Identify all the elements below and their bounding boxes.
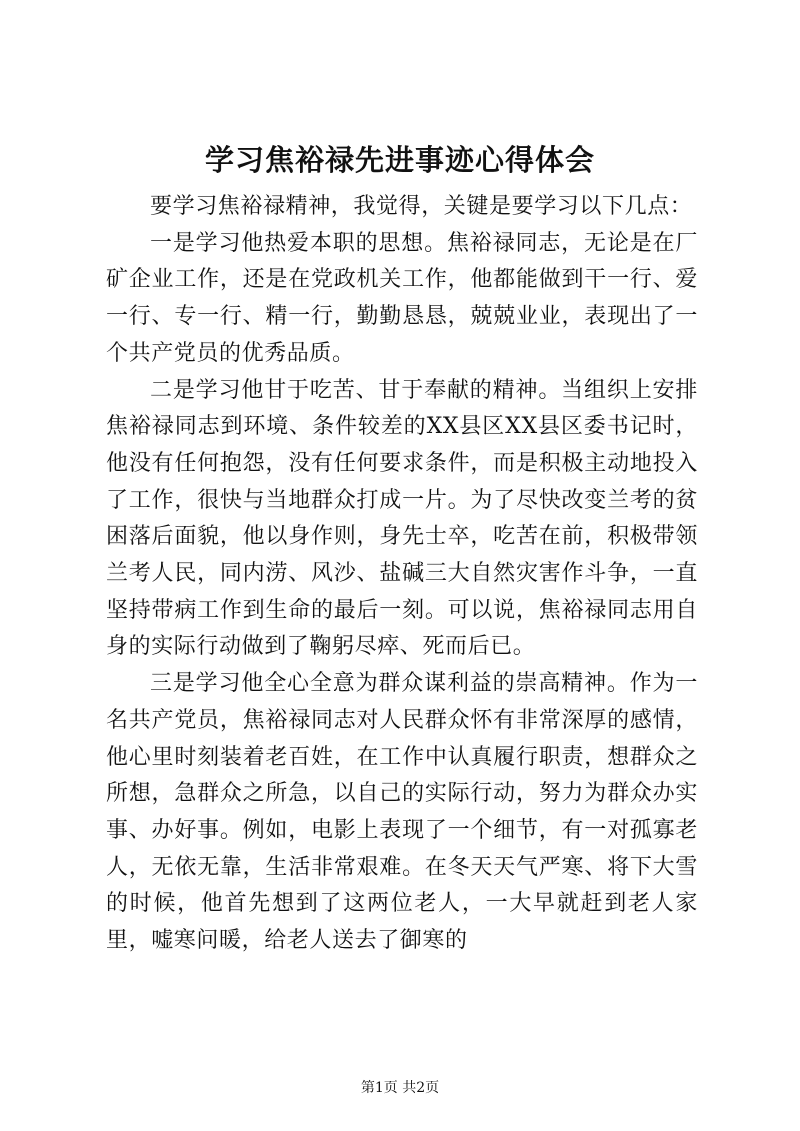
paragraph-point-one: 一是学习他热爱本职的思想。焦裕禄同志，无论是在厂矿企业工作，还是在党政机关工作，他都能做到干一行、爱一行、专一行、精一行，勤勤恳恳，兢兢业业，表现出了一个共产党员的优秀品质。	[106, 230, 698, 366]
paragraph-intro: 要学习焦裕禄精神，我觉得，关键是要学习以下几点：	[150, 194, 693, 219]
document-body	[106, 189, 698, 960]
paragraph-point-three: 三是学习他全心全意为群众谋利益的崇高精神。作为一名共产党员，焦裕禄同志对人民群众怀有非常深厚的感情，他心里时刻装着老百姓，在工作中认真履行职责，想群众之所想，急群众之所急，以自己的实际行动，努力为群众办实事、办好事。例如，电影上表现了一个细节，有一对孤寡老人，无依无靠，生活非常艰难。在冬天天气严寒、将下大雪的时候，他首先想到了这两位老人，一大早就赶到老人家里，嘘寒问暖，给老人送去了御寒的	[106, 671, 698, 954]
document-title: 学习焦裕禄先进事迹心得体会	[204, 143, 595, 177]
page-number-footer: 第1页 共2页	[360, 1080, 440, 1096]
paragraph-point-two: 二是学习他甘于吃苦、甘于奉献的精神。当组织上安排焦裕禄同志到环境、条件较差的XX县区XX县区委书记时，他没有任何抱怨，没有任何要求条件，而是积极主动地投入了工作，很快与当地群众打成一片。为了尽快改变兰考的贫困落后面貌，他以身作则，身先士卒，吃苦在前，积极带领兰考人民，同内涝、风沙、盐碱三大自然灾害作斗争，一直坚持带病工作到生命的最后一刻。可以说，焦裕禄同志用自身的实际行动做到了鞠躬尽瘁、死而后已。	[106, 377, 698, 660]
